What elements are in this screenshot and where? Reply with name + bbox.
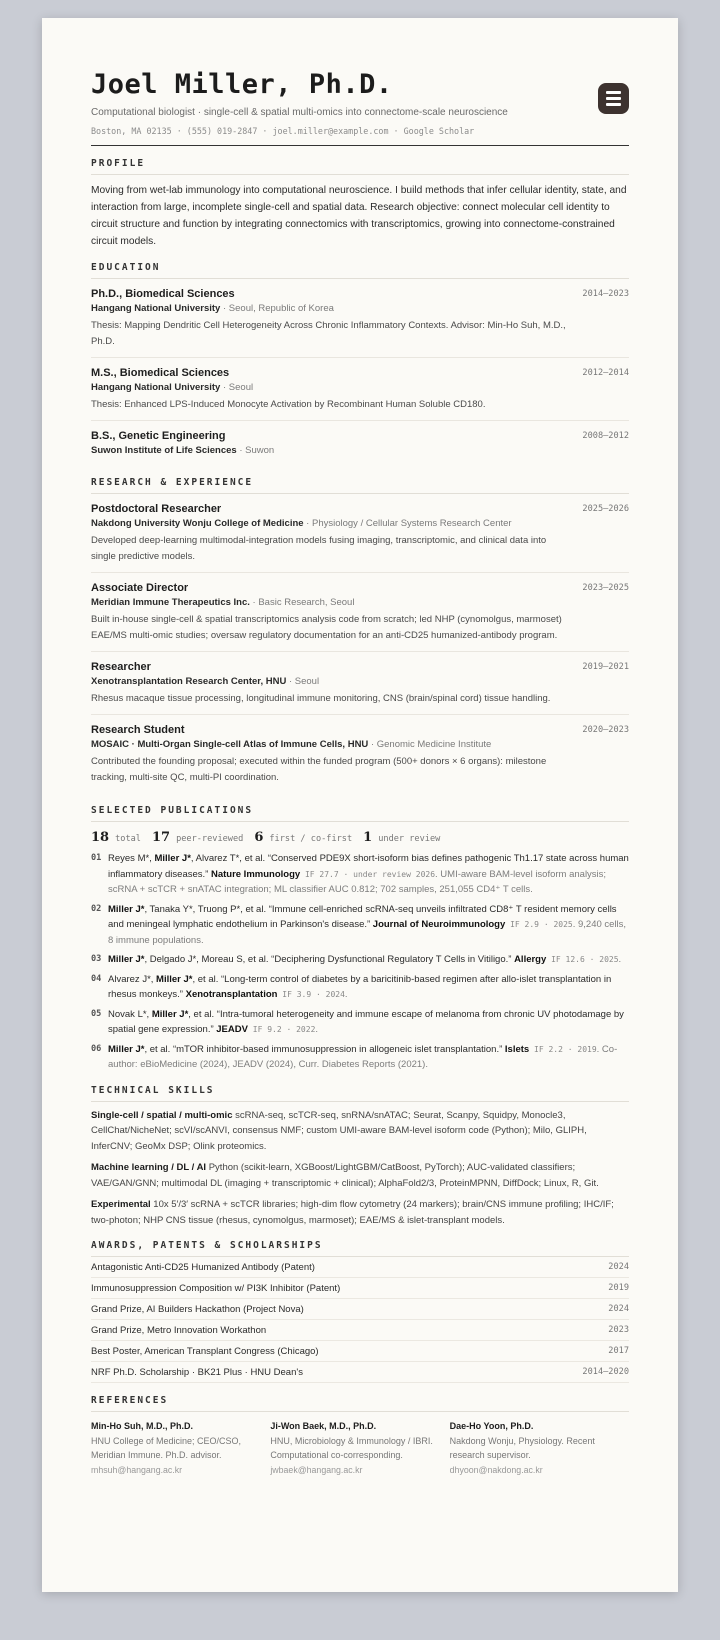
publication-number: 05 <box>91 1008 102 1019</box>
publication-note: . <box>315 1024 319 1035</box>
publication-citation <box>108 952 621 968</box>
institution-location: · Suwon <box>236 445 275 456</box>
candidate-name: Joel Miller, Ph.D. <box>91 69 393 100</box>
authors-before: Novak L*, <box>108 1008 152 1020</box>
role-description: Built in-house single-cell & spatial transcriptomics analysis code from scratch; led NHP (cynomolgus, marmoset) EAE/MS multi-omic studies; oversaw regulatory documentation for an anti-CD25 humanized-antibody program. <box>91 614 562 641</box>
skill-category: Single-cell / spatial / multi-omic <box>91 1109 233 1121</box>
publication-item <box>91 1007 629 1038</box>
reference-description: HNU College of Medicine; CEO/CSO, Meridian Immune. Ph.D. advisor. <box>91 1435 242 1460</box>
skill-category: Machine learning / DL / AI <box>91 1162 207 1173</box>
publication-list <box>91 851 629 1073</box>
education-list <box>91 279 629 465</box>
journal-name: Islets <box>504 1043 530 1055</box>
organization-name: Xenotransplantation Research Center, HNU <box>91 676 287 687</box>
publication-note: . Co-author: eBioMedicine (2024), JEADV (2024), Curr. Diabetes Reports (2021). <box>108 1043 618 1070</box>
date-range: 2020–2023 <box>582 725 629 735</box>
organization-line <box>91 738 629 752</box>
publication-item <box>91 902 629 949</box>
skill-details: Python (scikit-learn, XGBoost/LightGBM/CatBoost, PyTorch); AUC-validated classifiers; VAE/GAN/GNN; multimodal DL (imaging + transcriptomic + clinical); AlphaFold2/3, ProteinMPNN, DiffDock; Linux, R, Git. <box>91 1162 599 1189</box>
journal-name: Journal of Neuroimmunology <box>372 919 506 930</box>
stat-number: 17 <box>151 830 171 845</box>
stat-label: total <box>115 834 141 844</box>
award-row <box>91 1278 629 1299</box>
journal-name: Nature Immunology <box>210 868 301 880</box>
skill-details: scRNA-seq, scTCR-seq, snRNA/snATAC; Seurat, Scanpy, Squidpy, Monocle3, CellChat/NicheNet; scVI/scANVI, consensus NMF; custom UMI-aware BAM-level isoform code (Python); Milo, GLIPH, InferCNV; GeoMx DSP; Olink proteomics. <box>91 1109 587 1152</box>
organization-line <box>91 675 629 689</box>
award-row <box>91 1257 629 1278</box>
role-title: Associate Director <box>91 582 189 594</box>
reference-card <box>91 1419 270 1477</box>
publication-number: 02 <box>91 903 102 914</box>
resume-header <box>91 68 629 146</box>
education-entry <box>91 279 629 358</box>
thesis-text: Thesis: Mapping Dendritic Cell Heterogeneity Across Chronic Inflammatory Contexts. Advisor: Min-Ho Suh, M.D., Ph.D. <box>91 320 566 347</box>
impact-factor: IF 9.2 · 2022 <box>247 1025 316 1034</box>
citation-text: , Tanaka Y*, Truong P*, et al. “Immune cell-enriched scRNA-seq unveils infiltrated CD8⁺ T resident memory cells and meningeal lymphatic endothelium in Parkinson's disease.” <box>108 903 617 930</box>
organization-unit: · Genomic Medicine Institute <box>368 739 492 750</box>
degree-title: M.S., Biomedical Sciences <box>91 367 230 379</box>
profile-heading: PROFILE <box>91 158 629 175</box>
publication-note: . <box>618 954 622 965</box>
date-range: 2012–2014 <box>582 368 629 378</box>
publication-stats <box>91 830 629 845</box>
award-row <box>91 1320 629 1341</box>
role-description: Rhesus macaque tissue processing, longitudinal immune monitoring, CNS (brain/spinal cord) tissue handling. <box>91 693 551 704</box>
publication-number: 03 <box>91 954 102 964</box>
reference-email[interactable]: mhsuh@hangang.ac.kr <box>91 1464 183 1475</box>
organization-unit: · Seoul <box>286 676 320 687</box>
award-year: 2024 <box>608 1262 629 1272</box>
organization-name: MOSAIC · Multi-Organ Single-cell Atlas of Immune Cells, HNU <box>91 739 369 750</box>
award-year: 2024 <box>608 1304 629 1314</box>
publication-note: . <box>344 989 348 1000</box>
publications-heading: SELECTED PUBLICATIONS <box>91 805 629 822</box>
organization-line <box>91 596 629 610</box>
publication-citation <box>108 902 629 949</box>
experience-entry <box>91 652 629 715</box>
publication-item <box>91 1042 629 1073</box>
organization-unit: · Physiology / Cellular Systems Research Center <box>303 518 512 529</box>
publication-note: . UMI-aware BAM-level isoform analysis; scRNA + scTCR + snATAC integration; ML classifier AUC 0.812; 702 samples, 251,055 CD4⁺ T cells. <box>108 868 607 895</box>
author-self: Miller J* <box>108 903 145 915</box>
experience-heading: RESEARCH & EXPERIENCE <box>91 477 629 494</box>
stat-number: 1 <box>363 830 373 845</box>
reference-name: Min-Ho Suh, M.D., Ph.D. <box>91 1421 193 1431</box>
award-row <box>91 1362 629 1383</box>
impact-factor: IF 27.7 · under review 2026 <box>300 869 436 879</box>
journal-name: Allergy <box>514 954 547 965</box>
organization-name: Nakdong University Wonju College of Medicine <box>91 518 304 529</box>
reference-card <box>270 1419 449 1477</box>
experience-entry <box>91 494 629 573</box>
publication-citation <box>108 972 629 1003</box>
organization-unit: · Basic Research, Seoul <box>249 597 355 608</box>
authors-before: Alvarez J*, <box>108 973 157 985</box>
tagline: Computational biologist · single-cell & spatial multi-omics into connectome-scale neuroscience <box>91 107 508 118</box>
award-year: 2023 <box>608 1325 629 1335</box>
skills-heading: TECHNICAL SKILLS <box>91 1085 629 1102</box>
role-description: Developed deep-learning multimodal-integration models fusing imaging, transcriptomic, and clinical data into single predictive models. <box>91 535 547 562</box>
award-name: Immunosuppression Composition w/ PI3K Inhibitor (Patent) <box>91 1283 341 1294</box>
author-self: Miller J* <box>156 973 193 985</box>
education-entry <box>91 358 629 421</box>
author-self: Miller J* <box>108 954 145 965</box>
date-range: 2008–2012 <box>582 431 629 441</box>
degree-title: B.S., Genetic Engineering <box>91 430 226 442</box>
date-range: 2014–2023 <box>582 289 629 299</box>
skill-details: 10x 5′/3′ scRNA + scTCR libraries; high-dim flow cytometry (24 markers); brain/CNS immune profiling; IHC/IF; two-photon; NHP CNS tissue (rhesus, cynomolgus, marmoset); EAE/MS & islet-transplant models. <box>91 1199 614 1226</box>
author-self: Miller J* <box>108 1043 145 1055</box>
education-heading: EDUCATION <box>91 262 629 279</box>
reference-description: Nakdong Wonju, Physiology. Recent research supervisor. <box>449 1435 595 1460</box>
institution-line <box>91 381 629 395</box>
references-list <box>91 1419 629 1477</box>
reference-description: HNU, Microbiology & Immunology / IBRI. Computational co-corresponding. <box>270 1435 433 1460</box>
institution-line <box>91 444 629 458</box>
award-year: 2019 <box>608 1283 629 1293</box>
menu-icon[interactable] <box>598 83 629 114</box>
organization-name: Meridian Immune Therapeutics Inc. <box>91 597 250 608</box>
experience-entry <box>91 573 629 652</box>
author-self: Miller J* <box>154 853 191 864</box>
publication-citation <box>108 851 629 898</box>
references-heading: REFERENCES <box>91 1395 629 1412</box>
award-year: 2014–2020 <box>582 1367 629 1377</box>
awards-list <box>91 1257 629 1383</box>
profile-text: Moving from wet-lab immunology into computational neuroscience. I build methods that infer cellular identity, state, and interaction from large, incomplete single-cell and spatial data. Research objective: connect molecular cell identity to circuit structure and function by integrating connectomics with transcriptomics, growing into connectome-constrained circuit models. <box>91 185 627 247</box>
impact-factor: IF 3.9 · 2024 <box>277 990 345 999</box>
award-row <box>91 1299 629 1320</box>
reference-card <box>450 1419 629 1477</box>
citation-text: , Delgado J*, Moreau S, et al. “Deciphering Dysfunctional Regulatory T Cells in Vitiligo.” <box>144 954 515 965</box>
publication-number: 01 <box>91 853 102 863</box>
institution-name: Hangang National University <box>91 382 221 393</box>
date-range: 2025–2026 <box>582 504 629 514</box>
award-row <box>91 1341 629 1362</box>
impact-factor: IF 2.9 · 2025 <box>505 920 573 929</box>
award-name: Antagonistic Anti-CD25 Humanized Antibody (Patent) <box>91 1262 315 1273</box>
organization-line <box>91 517 629 531</box>
stat-label: first / co-first <box>269 834 353 844</box>
citation-text: , Alvarez T*, et al. “Conserved PDE9X short-isoform bias defines pathogenic Th1.17 state across human inflammatory diseases.” <box>108 853 629 880</box>
reference-email[interactable]: jwbaek@hangang.ac.kr <box>270 1464 363 1475</box>
awards-heading: AWARDS, PATENTS & SCHOLARSHIPS <box>91 1240 629 1257</box>
publication-item <box>91 952 629 968</box>
experience-entry <box>91 715 629 793</box>
thesis-text: Thesis: Enhanced LPS-Induced Monocyte Activation by Recombinant Human Soluble CD180. <box>91 399 486 410</box>
citation-text: , et al. “mTOR inhibitor-based immunosuppression in allogeneic islet transplantation.” <box>144 1043 505 1055</box>
reference-name: Dae-Ho Yoon, Ph.D. <box>449 1421 534 1431</box>
education-entry <box>91 421 629 465</box>
stat-label: under review <box>378 834 441 844</box>
skills-list <box>91 1108 629 1229</box>
institution-location: · Seoul <box>220 382 254 393</box>
publication-item <box>91 851 629 898</box>
skill-group <box>91 1197 629 1228</box>
skill-group <box>91 1160 629 1191</box>
reference-name: Ji-Won Baek, M.D., Ph.D. <box>270 1421 377 1431</box>
role-title: Researcher <box>91 661 151 673</box>
date-range: 2019–2021 <box>582 662 629 672</box>
role-title: Research Student <box>91 724 185 736</box>
award-name: Best Poster, American Transplant Congress (Chicago) <box>91 1346 319 1357</box>
award-name: Grand Prize, AI Builders Hackathon (Project Nova) <box>91 1304 304 1315</box>
role-title: Postdoctoral Researcher <box>91 503 222 515</box>
publication-note: . 9,240 cells, 8 immune populations. <box>108 919 627 946</box>
stat-label: peer-reviewed <box>176 834 244 844</box>
award-name: NRF Ph.D. Scholarship · BK21 Plus · HNU Dean's <box>91 1367 303 1378</box>
stat-number: 6 <box>254 830 264 845</box>
authors-before: Reyes M*, <box>108 853 155 864</box>
stat-number: 18 <box>91 830 110 845</box>
experience-list <box>91 494 629 793</box>
impact-factor: IF 12.6 · 2025 <box>546 955 619 964</box>
publication-citation <box>108 1007 629 1038</box>
institution-name: Hangang National University <box>91 303 221 314</box>
resume-page <box>42 18 678 1592</box>
impact-factor: IF 2.2 · 2019 <box>529 1044 597 1054</box>
skill-category: Experimental <box>91 1199 151 1210</box>
award-year: 2017 <box>608 1346 629 1356</box>
skill-group <box>91 1108 629 1155</box>
reference-email[interactable]: dhyoon@nakdong.ac.kr <box>449 1464 543 1475</box>
publication-citation <box>108 1042 629 1073</box>
role-description: Contributed the founding proposal; executed within the funded program (500+ donors × 6 organs): milestone tracking, multi-site QC, multi-PI coordination. <box>91 756 547 783</box>
citation-text: , et al. “Intra-tumoral heterogeneity and immune escape of melanoma from chronic UV photodamage by spatial gene expression.” <box>108 1008 624 1035</box>
institution-name: Suwon Institute of Life Sciences <box>91 445 237 456</box>
journal-name: JEADV <box>216 1024 248 1035</box>
degree-title: Ph.D., Biomedical Sciences <box>91 288 235 300</box>
publication-number: 04 <box>91 973 102 984</box>
publication-item <box>91 972 629 1003</box>
contact-line: Boston, MA 02135 · (555) 019-2847 · joel.miller@example.com · Google Scholar <box>91 126 475 136</box>
institution-location: · Seoul, Republic of Korea <box>220 303 334 314</box>
award-name: Grand Prize, Metro Innovation Workathon <box>91 1325 267 1336</box>
journal-name: Xenotransplantation <box>185 989 278 1000</box>
date-range: 2023–2025 <box>582 583 629 593</box>
institution-line <box>91 302 629 316</box>
author-self: Miller J* <box>151 1008 189 1020</box>
publication-number: 06 <box>91 1043 102 1054</box>
citation-text: , et al. “Long-term control of diabetes by a baricitinib-based regimen after allo-islet transplantation in rhesus monkeys.” <box>108 973 612 1000</box>
